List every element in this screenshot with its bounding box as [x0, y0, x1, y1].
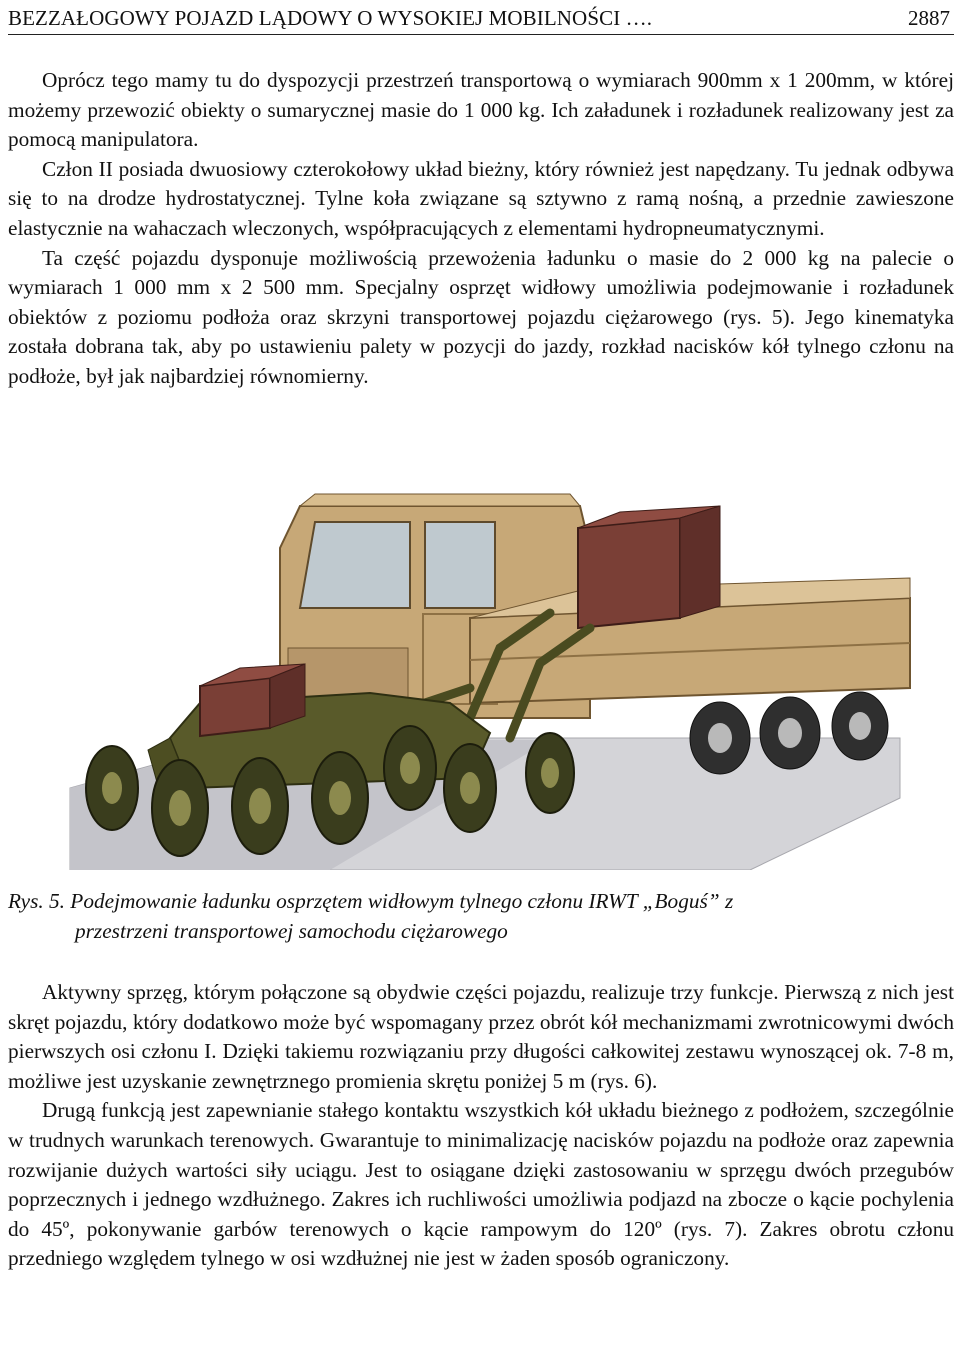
page-number: 2887: [908, 6, 950, 30]
paragraph: Aktywny sprzęg, którym połączone są obydwie części pojazdu, realizuje trzy funkcje. Pierwszą z nich jest skręt pojazdu, który dodatkowo może być wspomagany przez obrót kół mechanizmami zwrotnicowymi dwóch pierwszych osi członu I. Dzięki takiemu rozwiązaniu przy długości całkowitej zestawu wynoszącej ok. 7-8 m, możliwe jest uzyskanie zewnętrznego promienia skrętu poniżej 5 m (rys. 6).: [8, 980, 954, 1093]
paragraph: Ta część pojazdu dysponuje możliwością przewożenia ładunku o masie do 2 000 kg na palecie o wymiarach 1 000 mm x 2 500 mm. Specjalny osprzęt widłowy umożliwia podejmowanie i rozładunek obiektów z poziomu podłoża oraz skrzyni transportowej pojazdu ciężarowego (rys. 5). Jego kinematyka została dobrana tak, aby po ustawieniu palety w pozycji do jazdy, rozkład nacisków kół tylnego członu na podłoże, był jak najbardziej równomierny.: [8, 245, 954, 388]
paragraph: Człon II posiada dwuosiowy czterokołowy układ bieżny, który również jest napędzany. Tu jednak odbywa się to na drodze hydrostatycznej. Tylne koła związane są sztywno z ramą nośną, a przednie zawieszone elastycznie na wahaczach wleczonych, współpracujących z elementami hydropneumatycznymi.: [8, 156, 954, 240]
header-title: BEZZAŁOGOWY POJAZD LĄDOWY O WYSOKIEJ MOBILNOŚCI ….: [8, 6, 653, 30]
figure-illustration: [30, 488, 930, 870]
body-text-top: [8, 66, 954, 392]
running-header: [8, 4, 954, 35]
truck-side-window: [425, 522, 495, 608]
cargo-box-robot: [200, 678, 270, 736]
paragraph: Oprócz tego mamy tu do dyspozycji przestrzeń transportową o wymiarach 900mm x 1 200mm, w której możemy przewozić obiekty o sumarycznej masie do 1 000 kg. Ich załadunek i rozładunek realizowany jest za pomocą manipulatora.: [8, 68, 954, 152]
figure-truck-robot: [30, 488, 930, 870]
caption-line: Rys. 5. Podejmowanie ładunku osprzętem widłowym tylnego członu IRWT „Boguś” z: [8, 889, 734, 913]
figure-caption: [8, 886, 954, 946]
body-text-bottom: [8, 978, 954, 1274]
truck-windshield: [300, 522, 410, 608]
paragraph: Drugą funkcją jest zapewnianie stałego kontaktu wszystkich kół układu bieżnego z podłożem, szczególnie w trudnych warunkach terenowych. Gwarantuje to minimalizację nacisków pojazdu na podłoże oraz zapewnia rozwijanie dużych wartości siły uciągu. Jest to osiągane dzięki zastosowaniu w sprzęgu dwóch przegubów poprzecznych i jednego wzdłużnego. Zakres ich ruchliwości umożliwia podjazd na zbocze o kącie pochylenia do 45º, pokonywanie garbów terenowych o kącie rampowym do 120º (rys. 7). Zakres obrotu członu przedniego względem tylnego w osi wzdłużnej nie jest w żaden sposób ograniczony.: [8, 1098, 954, 1271]
truck-cab-roof: [300, 494, 580, 506]
truck-grille: [288, 648, 408, 698]
cargo-box-truck: [578, 518, 680, 628]
caption-line: przestrzeni transportowej samochodu ciężarowego: [75, 919, 508, 943]
